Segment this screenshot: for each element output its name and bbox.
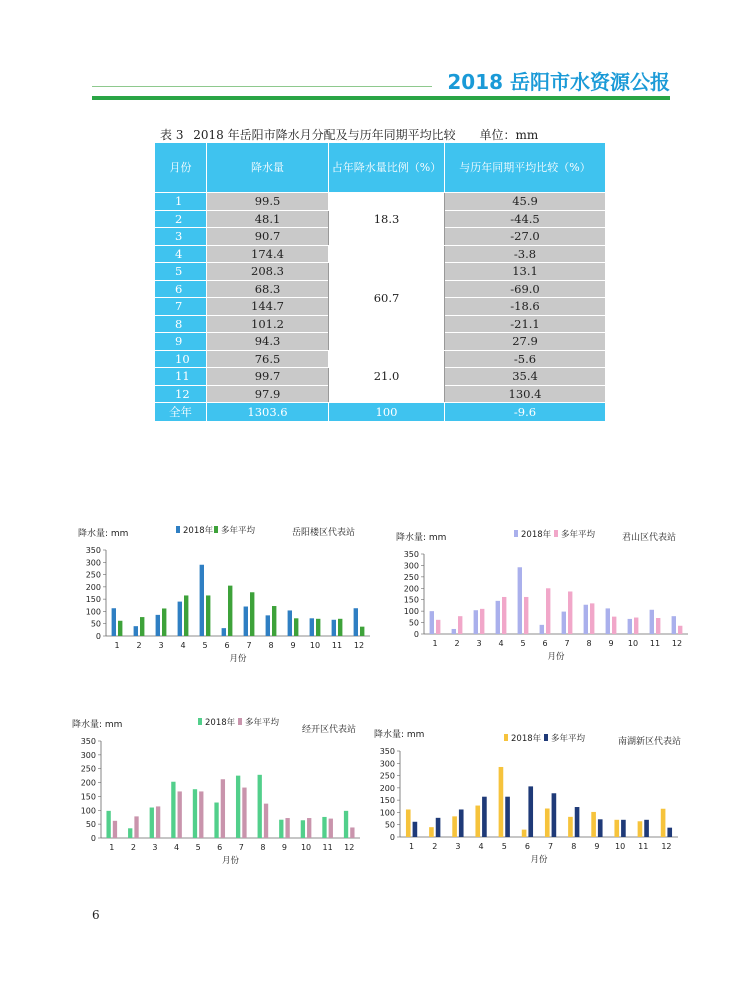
col-header-month: 月份 xyxy=(155,143,207,193)
table-caption-label: 表 3 xyxy=(160,128,184,142)
x-tick-label: 11 xyxy=(638,842,649,851)
x-tick-label: 5 xyxy=(520,639,526,648)
bar-average xyxy=(590,603,594,634)
x-tick-label: 7 xyxy=(548,842,554,851)
x-tick-label: 8 xyxy=(586,639,592,648)
ratio-cell: 21.0 xyxy=(329,350,445,403)
x-tick-label: 10 xyxy=(300,843,312,852)
rainfall-cell: 144.7 xyxy=(207,298,329,316)
month-cell: 3 xyxy=(155,228,207,246)
x-tick-label: 12 xyxy=(353,641,365,650)
bar-actual xyxy=(310,618,314,636)
chart-y-label: 降水量: mm xyxy=(72,720,123,730)
y-tick-label: 350 xyxy=(80,737,96,746)
bar-actual xyxy=(150,808,154,838)
x-tick-label: 12 xyxy=(344,843,355,852)
bar-average xyxy=(162,608,166,636)
bar-average xyxy=(546,588,550,634)
chart-y-label: 降水量: mm xyxy=(374,730,425,740)
x-tick-label: 8 xyxy=(260,843,266,852)
table-row xyxy=(155,245,606,263)
legend-swatch xyxy=(176,526,180,533)
total-ratio-cell: 100 xyxy=(329,403,445,422)
rainfall-cell: 97.9 xyxy=(207,385,329,403)
bar-actual xyxy=(562,612,566,634)
bar-average xyxy=(528,786,533,837)
bar-actual xyxy=(672,616,676,634)
y-tick-label: 350 xyxy=(379,747,395,756)
compare-cell: 45.9 xyxy=(445,193,606,211)
x-tick-label: 9 xyxy=(290,641,296,650)
x-tick-label: 5 xyxy=(202,641,208,650)
bar-average xyxy=(228,586,232,636)
x-tick-label: 2 xyxy=(136,641,142,650)
y-tick-label: 200 xyxy=(85,582,101,592)
bar-average xyxy=(199,791,203,838)
header-rule-thin xyxy=(92,86,432,87)
y-tick-label: 100 xyxy=(403,607,419,617)
bar-actual xyxy=(134,626,138,636)
bar-average xyxy=(264,804,268,838)
x-tick-label: 10 xyxy=(309,641,321,650)
y-tick-label: 300 xyxy=(403,561,419,571)
bar-actual xyxy=(354,608,358,636)
legend-label: 2018年 xyxy=(521,530,552,540)
legend-swatch xyxy=(238,718,242,725)
bar-average xyxy=(644,820,649,837)
bar-actual xyxy=(171,782,175,838)
bar-average xyxy=(568,591,572,634)
bar-actual xyxy=(156,615,160,636)
bar-average xyxy=(338,619,342,636)
bar-actual xyxy=(518,567,522,634)
bar-actual xyxy=(178,602,182,636)
x-tick-label: 1 xyxy=(432,639,438,648)
rainfall-cell: 174.4 xyxy=(207,245,329,263)
chart-title: 岳阳楼区代表站 xyxy=(292,528,356,538)
x-tick-label: 6 xyxy=(224,641,230,650)
table-caption xyxy=(160,126,620,143)
bar-actual xyxy=(266,615,270,636)
chart-title: 经开区代表站 xyxy=(302,725,357,735)
x-tick-label: 5 xyxy=(501,842,507,851)
bar-actual xyxy=(214,803,218,838)
month-cell: 12 xyxy=(155,385,207,403)
ratio-cell: 18.3 xyxy=(329,193,445,246)
bar-average xyxy=(178,791,182,838)
bar-actual xyxy=(568,817,573,837)
x-tick-label: 1 xyxy=(409,842,415,851)
y-tick-label: 200 xyxy=(80,778,96,788)
y-tick-label: 0 xyxy=(90,834,96,843)
bar-actual xyxy=(606,608,610,634)
x-tick-label: 2 xyxy=(454,639,460,648)
y-tick-label: 100 xyxy=(85,607,101,617)
bar-average xyxy=(307,818,311,838)
x-tick-label: 8 xyxy=(571,842,577,851)
bar-average xyxy=(634,618,638,634)
y-tick-label: 250 xyxy=(80,764,96,774)
bar-actual xyxy=(106,811,110,838)
bar-average xyxy=(113,821,117,838)
bar-actual xyxy=(222,628,226,636)
bar-average xyxy=(134,816,138,838)
y-tick-label: 0 xyxy=(389,833,395,842)
compare-cell: -5.6 xyxy=(445,350,606,368)
bar-average xyxy=(316,619,320,636)
month-cell: 11 xyxy=(155,368,207,386)
x-tick-label: 7 xyxy=(564,639,570,648)
legend-label: 多年平均 xyxy=(561,530,596,540)
legend-swatch xyxy=(214,526,218,533)
table-caption-title: 2018 年岳阳市降水月分配及与历年同期平均比较 xyxy=(193,128,456,142)
bar-actual xyxy=(545,808,550,837)
y-tick-label: 50 xyxy=(384,820,395,830)
bar-actual xyxy=(661,809,666,837)
bar-average xyxy=(482,797,487,837)
bar-average xyxy=(140,617,144,636)
bar-actual xyxy=(193,789,197,838)
page-number: 6 xyxy=(92,908,100,922)
header-rule-thick xyxy=(92,96,670,100)
bar-actual xyxy=(236,776,240,838)
compare-cell: 130.4 xyxy=(445,385,606,403)
bar-average xyxy=(250,592,254,636)
bar-actual xyxy=(540,625,544,634)
table-total-row xyxy=(155,403,606,422)
y-tick-label: 350 xyxy=(85,546,101,555)
legend-label: 2018年 xyxy=(511,734,542,744)
month-cell: 4 xyxy=(155,245,207,263)
x-tick-label: 3 xyxy=(152,843,158,852)
bar-average xyxy=(656,618,660,634)
x-tick-label: 10 xyxy=(614,842,626,851)
compare-cell: -69.0 xyxy=(445,280,606,298)
chart-x-label: 月份 xyxy=(547,652,565,662)
bar-actual xyxy=(499,767,504,837)
bar-average xyxy=(458,616,462,634)
x-tick-label: 7 xyxy=(246,641,252,650)
x-tick-label: 11 xyxy=(649,639,661,648)
total-label-cell: 全年 xyxy=(155,403,207,422)
y-tick-label: 150 xyxy=(80,792,96,802)
compare-cell: -21.1 xyxy=(445,315,606,333)
bar-average xyxy=(436,818,441,837)
x-tick-label: 9 xyxy=(608,639,614,648)
bar-average xyxy=(436,620,440,634)
x-tick-label: 9 xyxy=(281,843,288,852)
chart-x-label: 月份 xyxy=(530,855,548,865)
rainfall-cell: 99.7 xyxy=(207,368,329,386)
y-tick-label: 0 xyxy=(95,632,101,641)
x-tick-label: 9 xyxy=(594,842,600,851)
legend-label: 2018年 xyxy=(183,526,214,536)
y-tick-label: 250 xyxy=(379,771,395,781)
bar-average xyxy=(621,820,626,837)
legend-swatch xyxy=(504,734,508,741)
compare-cell: 27.9 xyxy=(445,333,606,351)
chart-x-label: 月份 xyxy=(221,856,240,866)
table-header-row xyxy=(155,143,606,193)
y-tick-label: 200 xyxy=(403,584,419,594)
x-tick-label: 6 xyxy=(542,639,548,648)
bar-actual xyxy=(496,601,500,634)
bar-actual xyxy=(279,820,283,838)
bar-actual xyxy=(200,565,204,636)
compare-cell: 35.4 xyxy=(445,368,606,386)
bar-average xyxy=(502,597,506,634)
month-cell: 6 xyxy=(155,280,207,298)
y-tick-label: 50 xyxy=(90,619,101,629)
col-header-rainfall: 降水量 xyxy=(207,143,329,193)
legend-swatch xyxy=(544,734,548,741)
x-tick-label: 1 xyxy=(109,843,115,852)
y-tick-label: 100 xyxy=(379,808,395,818)
bar-actual xyxy=(452,629,456,634)
bar-actual xyxy=(429,827,434,837)
y-tick-label: 300 xyxy=(85,558,101,568)
bar-actual xyxy=(332,620,336,636)
rainfall-cell: 68.3 xyxy=(207,280,329,298)
bar-average xyxy=(612,617,616,634)
x-tick-label: 4 xyxy=(173,843,180,852)
bar-average xyxy=(242,788,246,838)
x-tick-label: 3 xyxy=(455,842,461,851)
bar-average xyxy=(285,818,289,838)
x-tick-label: 5 xyxy=(195,843,201,852)
bar-average xyxy=(294,618,298,636)
x-tick-label: 12 xyxy=(661,842,672,851)
rainfall-cell: 94.3 xyxy=(207,333,329,351)
bar-average xyxy=(206,595,210,636)
bar-average xyxy=(667,828,672,837)
bar-average xyxy=(118,621,122,636)
x-tick-label: 2 xyxy=(130,843,136,852)
bar-actual xyxy=(638,821,643,837)
compare-cell: -44.5 xyxy=(445,210,606,228)
x-tick-label: 8 xyxy=(268,641,274,650)
bar-actual xyxy=(128,828,132,838)
x-tick-label: 10 xyxy=(627,639,639,648)
x-tick-label: 7 xyxy=(238,843,244,852)
chart-y-label: 降水量: mm xyxy=(396,533,447,543)
x-tick-label: 6 xyxy=(524,842,530,851)
bar-actual xyxy=(475,806,480,837)
rainfall-cell: 101.2 xyxy=(207,315,329,333)
bar-actual xyxy=(406,809,411,837)
month-cell: 2 xyxy=(155,210,207,228)
compare-cell: -3.8 xyxy=(445,245,606,263)
bar-average xyxy=(350,827,354,838)
bar-average xyxy=(505,797,510,837)
legend-label: 2018年 xyxy=(205,718,236,728)
bar-average xyxy=(272,606,276,636)
y-tick-label: 50 xyxy=(85,820,96,830)
x-tick-label: 4 xyxy=(478,842,484,851)
col-header-ratio: 占年降水量比例（%） xyxy=(329,143,445,193)
total-compare-cell: -9.6 xyxy=(445,403,606,422)
bar-average xyxy=(459,809,464,837)
x-tick-label: 6 xyxy=(217,843,223,852)
bar-actual xyxy=(614,820,619,837)
col-header-compare: 与历年同期平均比较（%） xyxy=(445,143,606,193)
rainfall-cell: 76.5 xyxy=(207,350,329,368)
bar-average xyxy=(598,819,603,837)
y-tick-label: 350 xyxy=(403,550,419,559)
legend-label: 多年平均 xyxy=(551,734,586,744)
x-tick-label: 3 xyxy=(476,639,482,648)
rainfall-cell: 208.3 xyxy=(207,263,329,281)
y-tick-label: 200 xyxy=(379,783,395,793)
legend-label: 多年平均 xyxy=(221,526,256,536)
month-cell: 9 xyxy=(155,333,207,351)
legend-swatch xyxy=(554,530,558,537)
month-cell: 7 xyxy=(155,298,207,316)
legend-swatch xyxy=(198,718,202,725)
rainfall-cell: 99.5 xyxy=(207,193,329,211)
y-tick-label: 100 xyxy=(80,806,96,816)
legend-swatch xyxy=(514,530,518,537)
rainfall-cell: 90.7 xyxy=(207,228,329,246)
bar-average xyxy=(221,779,225,838)
bar-actual xyxy=(112,608,116,636)
month-cell: 8 xyxy=(155,315,207,333)
bar-actual xyxy=(522,830,527,837)
chart-nanhu xyxy=(372,727,690,872)
compare-cell: -27.0 xyxy=(445,228,606,246)
chart-yueyanglou xyxy=(78,520,378,670)
compare-cell: -18.6 xyxy=(445,298,606,316)
bar-actual xyxy=(628,619,632,634)
bar-average xyxy=(678,626,682,634)
total-rainfall-cell: 1303.6 xyxy=(207,403,329,422)
chart-y-label: 降水量: mm xyxy=(78,529,129,539)
y-tick-label: 250 xyxy=(85,570,101,580)
month-cell: 1 xyxy=(155,193,207,211)
chart-x-label: 月份 xyxy=(229,654,247,664)
bar-actual xyxy=(474,610,478,634)
x-tick-label: 4 xyxy=(180,641,186,650)
ratio-cell: 60.7 xyxy=(329,245,445,350)
x-tick-label: 3 xyxy=(158,641,164,650)
chart-title: 君山区代表站 xyxy=(622,533,677,543)
compare-cell: 13.1 xyxy=(445,263,606,281)
x-tick-label: 11 xyxy=(322,843,333,852)
bar-actual xyxy=(244,607,248,636)
bar-actual xyxy=(584,605,588,634)
bar-actual xyxy=(591,812,596,837)
chart-junshan xyxy=(396,523,696,673)
bar-actual xyxy=(650,610,654,634)
report-title: 2018 岳阳市水资源公报 xyxy=(447,70,670,94)
bar-average xyxy=(156,806,160,838)
y-tick-label: 150 xyxy=(403,595,419,605)
x-tick-label: 4 xyxy=(498,639,504,648)
bar-average xyxy=(524,597,528,634)
bar-actual xyxy=(430,611,434,634)
chart-jingkai xyxy=(72,717,372,867)
table-row xyxy=(155,193,606,211)
bar-average xyxy=(184,595,188,636)
x-tick-label: 12 xyxy=(671,639,683,648)
table-caption-unit: 单位：mm xyxy=(479,128,539,142)
bar-actual xyxy=(452,816,457,837)
legend-label: 多年平均 xyxy=(245,718,280,728)
month-cell: 5 xyxy=(155,263,207,281)
table-row xyxy=(155,350,606,368)
bar-actual xyxy=(301,820,305,838)
y-tick-label: 150 xyxy=(85,595,101,605)
bar-average xyxy=(413,822,418,837)
rainfall-table xyxy=(154,142,606,422)
y-tick-label: 300 xyxy=(379,759,395,769)
x-tick-label: 2 xyxy=(432,842,438,851)
bar-average xyxy=(360,627,364,636)
y-tick-label: 250 xyxy=(403,572,419,582)
y-tick-label: 50 xyxy=(408,618,419,628)
y-tick-label: 0 xyxy=(413,630,419,639)
month-cell: 10 xyxy=(155,350,207,368)
bar-actual xyxy=(258,775,262,838)
y-tick-label: 150 xyxy=(379,796,395,806)
bar-actual xyxy=(344,811,348,838)
bar-actual xyxy=(322,817,326,838)
bar-average xyxy=(575,807,580,837)
bar-average xyxy=(552,793,557,837)
chart-title: 南湖新区代表站 xyxy=(618,737,682,747)
bar-average xyxy=(480,609,484,634)
x-tick-label: 11 xyxy=(331,641,343,650)
rainfall-cell: 48.1 xyxy=(207,210,329,228)
bar-average xyxy=(329,819,333,838)
bar-actual xyxy=(288,610,292,636)
x-tick-label: 1 xyxy=(114,641,120,650)
y-tick-label: 300 xyxy=(80,750,96,760)
